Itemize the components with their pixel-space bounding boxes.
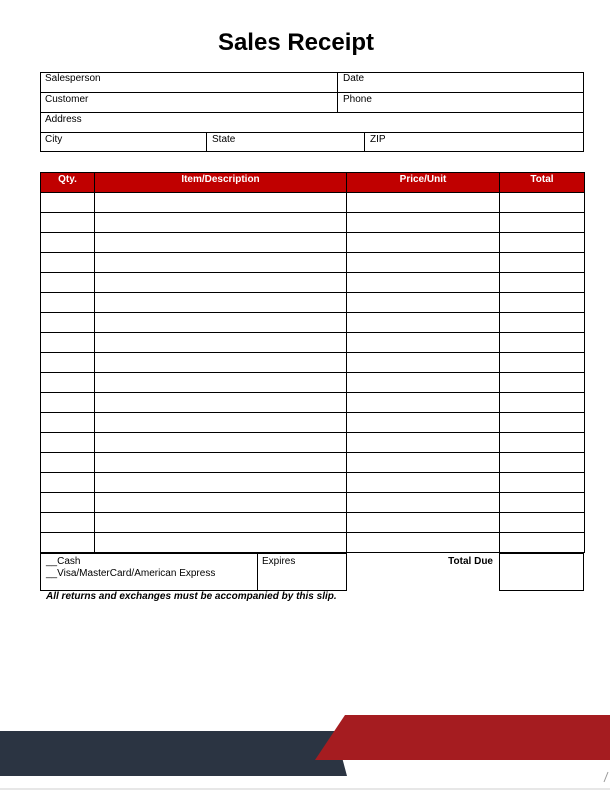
city-label: City xyxy=(45,134,63,145)
table-row xyxy=(41,213,585,233)
header-price-unit: Price/Unit xyxy=(347,173,500,193)
qty-cell[interactable] xyxy=(41,233,95,253)
table-row xyxy=(41,433,585,453)
price-unit-cell[interactable] xyxy=(347,533,500,553)
table-row xyxy=(41,453,585,473)
item-description-cell[interactable] xyxy=(95,313,347,333)
item-description-cell[interactable] xyxy=(95,473,347,493)
table-row xyxy=(41,473,585,493)
total-due-label: Total Due xyxy=(448,556,493,567)
total-cell[interactable] xyxy=(500,413,585,433)
price-unit-cell[interactable] xyxy=(347,313,500,333)
item-description-cell[interactable] xyxy=(95,513,347,533)
qty-cell[interactable] xyxy=(41,273,95,293)
table-row xyxy=(41,533,585,553)
price-unit-cell[interactable] xyxy=(347,373,500,393)
salesperson-field[interactable] xyxy=(40,72,338,92)
expires-field[interactable] xyxy=(257,553,347,591)
qty-cell[interactable] xyxy=(41,433,95,453)
price-unit-cell[interactable] xyxy=(347,213,500,233)
qty-cell[interactable] xyxy=(41,253,95,273)
qty-cell[interactable] xyxy=(41,353,95,373)
item-description-cell[interactable] xyxy=(95,253,347,273)
customer-label: Customer xyxy=(45,94,89,105)
total-due-field[interactable] xyxy=(499,553,584,591)
price-unit-cell[interactable] xyxy=(347,293,500,313)
item-description-cell[interactable] xyxy=(95,273,347,293)
page-title: Sales Receipt xyxy=(217,29,375,56)
table-row xyxy=(41,313,585,333)
accent-line xyxy=(604,772,608,782)
total-cell[interactable] xyxy=(500,453,585,473)
table-row xyxy=(41,273,585,293)
table-row xyxy=(41,353,585,373)
table-row xyxy=(41,253,585,273)
price-unit-cell[interactable] xyxy=(347,333,500,353)
item-description-cell[interactable] xyxy=(95,193,347,213)
qty-cell[interactable] xyxy=(41,313,95,333)
navy-band xyxy=(0,731,347,776)
total-cell[interactable] xyxy=(500,313,585,333)
total-cell[interactable] xyxy=(500,333,585,353)
qty-cell[interactable] xyxy=(41,393,95,413)
header-qty: Qty. xyxy=(41,173,95,193)
qty-cell[interactable] xyxy=(41,333,95,353)
total-cell[interactable] xyxy=(500,373,585,393)
table-row xyxy=(41,333,585,353)
red-band xyxy=(315,715,610,760)
customer-field[interactable] xyxy=(40,92,338,112)
price-unit-cell[interactable] xyxy=(347,453,500,473)
item-description-cell[interactable] xyxy=(95,233,347,253)
total-cell[interactable] xyxy=(500,293,585,313)
item-description-cell[interactable] xyxy=(95,493,347,513)
cash-option[interactable]: __Cash xyxy=(46,556,81,567)
zip-field[interactable] xyxy=(364,132,584,152)
total-cell[interactable] xyxy=(500,253,585,273)
total-cell[interactable] xyxy=(500,433,585,453)
phone-label: Phone xyxy=(343,94,372,105)
items-table xyxy=(40,172,585,553)
total-cell[interactable] xyxy=(500,473,585,493)
date-label: Date xyxy=(343,73,365,84)
table-row xyxy=(41,413,585,433)
qty-cell[interactable] xyxy=(41,373,95,393)
table-row xyxy=(41,373,585,393)
expires-label: Expires xyxy=(262,556,296,567)
total-cell[interactable] xyxy=(500,273,585,293)
customer-info-grid xyxy=(40,72,584,152)
qty-cell[interactable] xyxy=(41,473,95,493)
item-description-cell[interactable] xyxy=(95,373,347,393)
payment-method-box xyxy=(40,553,258,591)
header-total: Total xyxy=(500,173,585,193)
state-field[interactable] xyxy=(206,132,364,152)
phone-field[interactable] xyxy=(337,92,584,112)
table-row xyxy=(41,233,585,253)
item-description-cell[interactable] xyxy=(95,433,347,453)
total-cell[interactable] xyxy=(500,513,585,533)
item-description-cell[interactable] xyxy=(95,333,347,353)
price-unit-cell[interactable] xyxy=(347,253,500,273)
price-unit-cell[interactable] xyxy=(347,433,500,453)
price-unit-cell[interactable] xyxy=(347,193,500,213)
price-unit-cell[interactable] xyxy=(347,393,500,413)
total-cell[interactable] xyxy=(500,193,585,213)
qty-cell[interactable] xyxy=(41,193,95,213)
zip-label: ZIP xyxy=(370,134,386,145)
qty-cell[interactable] xyxy=(41,513,95,533)
price-unit-cell[interactable] xyxy=(347,493,500,513)
item-description-cell[interactable] xyxy=(95,293,347,313)
qty-cell[interactable] xyxy=(41,293,95,313)
price-unit-cell[interactable] xyxy=(347,233,500,253)
table-row xyxy=(41,193,585,213)
decorative-footer-band xyxy=(0,700,610,791)
total-cell[interactable] xyxy=(500,493,585,513)
price-unit-cell[interactable] xyxy=(347,353,500,373)
table-row xyxy=(41,293,585,313)
item-description-cell[interactable] xyxy=(95,413,347,433)
qty-cell[interactable] xyxy=(41,213,95,233)
salesperson-label: Salesperson xyxy=(45,73,101,84)
table-row xyxy=(41,493,585,513)
returns-note: All returns and exchanges must be accompanied by this slip. xyxy=(46,591,337,602)
item-description-cell[interactable] xyxy=(95,533,347,553)
state-label: State xyxy=(212,134,236,145)
qty-cell[interactable] xyxy=(41,533,95,553)
qty-cell[interactable] xyxy=(41,493,95,513)
header-item-description: Item/Description xyxy=(95,173,347,193)
total-cell[interactable] xyxy=(500,393,585,413)
total-cell[interactable] xyxy=(500,213,585,233)
price-unit-cell[interactable] xyxy=(347,413,500,433)
table-row xyxy=(41,513,585,533)
total-cell[interactable] xyxy=(500,533,585,553)
total-cell[interactable] xyxy=(500,233,585,253)
item-description-cell[interactable] xyxy=(95,213,347,233)
price-unit-cell[interactable] xyxy=(347,473,500,493)
table-header-row xyxy=(41,173,585,193)
price-unit-cell[interactable] xyxy=(347,513,500,533)
city-field[interactable] xyxy=(40,132,206,152)
price-unit-cell[interactable] xyxy=(347,273,500,293)
item-description-cell[interactable] xyxy=(95,393,347,413)
qty-cell[interactable] xyxy=(41,453,95,473)
address-label: Address xyxy=(45,114,82,125)
card-option[interactable]: __Visa/MasterCard/American Express xyxy=(46,568,216,579)
total-cell[interactable] xyxy=(500,353,585,373)
table-row xyxy=(41,393,585,413)
address-field[interactable] xyxy=(40,112,584,132)
item-description-cell[interactable] xyxy=(95,453,347,473)
date-field[interactable] xyxy=(337,72,584,92)
item-description-cell[interactable] xyxy=(95,353,347,373)
qty-cell[interactable] xyxy=(41,413,95,433)
